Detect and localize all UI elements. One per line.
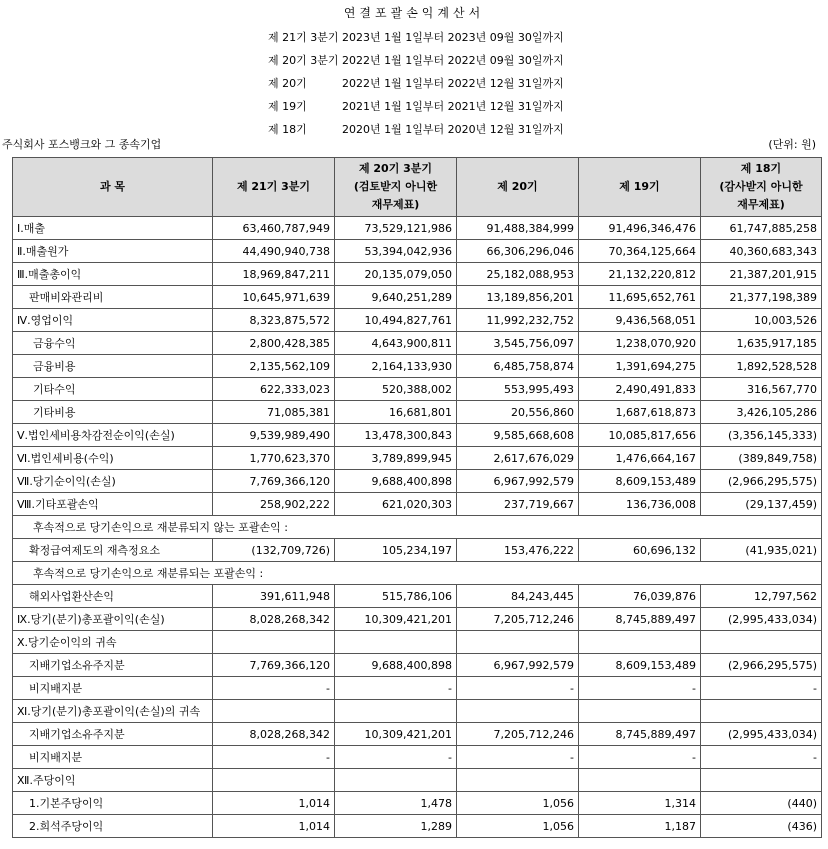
cell-value: 91,488,384,999 — [457, 217, 579, 240]
row-label: 지배기업소유주지분 — [13, 723, 213, 746]
row-label: Ⅶ.당기순이익(손실) — [13, 470, 213, 493]
cell-value: 1,892,528,528 — [701, 355, 822, 378]
column-header-line: 제 21기 3분기 — [236, 180, 311, 193]
cell-value: 9,539,989,490 — [213, 424, 335, 447]
cell-value: - — [579, 746, 701, 769]
cell-value: 13,478,300,843 — [335, 424, 457, 447]
table-row — [13, 217, 822, 240]
cell-value: 7,205,712,246 — [457, 723, 579, 746]
cell-value: 1,014 — [213, 815, 335, 838]
row-label: Ⅸ.당기(분기)총포괄이익(손실) — [13, 608, 213, 631]
cell-value: - — [213, 746, 335, 769]
cell-value: (41,935,021) — [701, 539, 822, 562]
cell-value: 61,747,885,258 — [701, 217, 822, 240]
cell-value: 3,545,756,097 — [457, 332, 579, 355]
cell-value: 316,567,770 — [701, 378, 822, 401]
period-range: 2020년 1월 1일부터 2020년 12월 31일까지 — [342, 123, 564, 136]
table-row — [13, 631, 822, 654]
cell-value: 10,309,421,201 — [335, 608, 457, 631]
column-header-line: 제 20기 — [497, 180, 538, 193]
cell-value: - — [457, 677, 579, 700]
table-row — [13, 516, 822, 539]
row-label: 지배기업소유주지분 — [13, 654, 213, 677]
cell-value — [701, 631, 822, 654]
cell-value — [701, 769, 822, 792]
cell-value: 7,769,366,120 — [213, 470, 335, 493]
cell-value: 105,234,197 — [335, 539, 457, 562]
cell-value: 66,306,296,046 — [457, 240, 579, 263]
period-range: 2022년 1월 1일부터 2022년 12월 31일까지 — [342, 77, 564, 90]
cell-value: 10,645,971,639 — [213, 286, 335, 309]
cell-value: (2,995,433,034) — [701, 608, 822, 631]
cell-value: 520,388,002 — [335, 378, 457, 401]
table-row — [13, 700, 822, 723]
row-label: Ⅴ.법인세비용차감전순이익(손실) — [13, 424, 213, 447]
cell-value: 8,745,889,497 — [579, 723, 701, 746]
cell-value: - — [701, 746, 822, 769]
table-row — [13, 493, 822, 516]
row-label: 확정급여제도의 재측정요소 — [13, 539, 213, 562]
table-row — [13, 263, 822, 286]
cell-value: 1,056 — [457, 792, 579, 815]
cell-value: 10,085,817,656 — [579, 424, 701, 447]
cell-value: 2,617,676,029 — [457, 447, 579, 470]
column-header-line: 제 20기 3분기 — [358, 162, 433, 175]
cell-value: 1,014 — [213, 792, 335, 815]
row-label: Ⅺ.당기(분기)총포괄이익(손실)의 귀속 — [13, 700, 213, 723]
cell-value: 1,289 — [335, 815, 457, 838]
row-label: 기타비용 — [13, 401, 213, 424]
cell-value: 6,967,992,579 — [457, 470, 579, 493]
cell-value: 1,770,623,370 — [213, 447, 335, 470]
cell-value: 622,333,023 — [213, 378, 335, 401]
cell-value: 2,800,428,385 — [213, 332, 335, 355]
cell-value: 153,476,222 — [457, 539, 579, 562]
table-row — [13, 378, 822, 401]
period-line — [268, 95, 564, 118]
income-statement-table — [12, 157, 822, 838]
cell-value: 1,314 — [579, 792, 701, 815]
cell-value: 9,640,251,289 — [335, 286, 457, 309]
cell-value: 63,460,787,949 — [213, 217, 335, 240]
table-row — [13, 769, 822, 792]
period-line — [268, 49, 564, 72]
row-label: Ⅷ.기타포괄손익 — [13, 493, 213, 516]
cell-value: 553,995,493 — [457, 378, 579, 401]
period-name: 제 20기 — [268, 77, 307, 90]
cell-value: 8,028,268,342 — [213, 723, 335, 746]
period-line — [268, 72, 564, 95]
cell-value: (3,356,145,333) — [701, 424, 822, 447]
cell-value: 9,585,668,608 — [457, 424, 579, 447]
table-row — [13, 309, 822, 332]
table-row — [13, 332, 822, 355]
cell-value — [335, 769, 457, 792]
table-row — [13, 585, 822, 608]
cell-value: 515,786,106 — [335, 585, 457, 608]
cell-value: 2,490,491,833 — [579, 378, 701, 401]
row-label: 판매비와관리비 — [13, 286, 213, 309]
cell-value: - — [335, 677, 457, 700]
table-row — [13, 240, 822, 263]
column-header-line: 재무제표) — [371, 198, 420, 211]
table-row — [13, 562, 822, 585]
cell-value: 20,135,079,050 — [335, 263, 457, 286]
table-row — [13, 401, 822, 424]
cell-value — [457, 769, 579, 792]
cell-value — [579, 769, 701, 792]
cell-value — [213, 631, 335, 654]
cell-value — [579, 631, 701, 654]
cell-value: - — [457, 746, 579, 769]
row-label: 금융수익 — [13, 332, 213, 355]
cell-value: 21,377,198,389 — [701, 286, 822, 309]
cell-value: 3,426,105,286 — [701, 401, 822, 424]
cell-value: (2,995,433,034) — [701, 723, 822, 746]
cell-value: 44,490,940,738 — [213, 240, 335, 263]
cell-value: 6,967,992,579 — [457, 654, 579, 677]
cell-value: 16,681,801 — [335, 401, 457, 424]
cell-value: 11,992,232,752 — [457, 309, 579, 332]
column-header — [457, 158, 579, 217]
table-row — [13, 286, 822, 309]
cell-value: 1,187 — [579, 815, 701, 838]
cell-value: 8,609,153,489 — [579, 654, 701, 677]
period-list — [268, 26, 564, 141]
table-row — [13, 746, 822, 769]
cell-value: 7,769,366,120 — [213, 654, 335, 677]
cell-value: 71,085,381 — [213, 401, 335, 424]
table-body — [13, 217, 822, 838]
statement-title: 연결포괄손익계산서 — [343, 6, 485, 20]
cell-value: 3,789,899,945 — [335, 447, 457, 470]
column-header — [579, 158, 701, 217]
row-label: Ⅹ.당기순이익의 귀속 — [13, 631, 213, 654]
table-row — [13, 470, 822, 493]
column-header-line: (감사받지 아니한 — [719, 180, 803, 193]
table-row — [13, 815, 822, 838]
cell-value: 258,902,222 — [213, 493, 335, 516]
cell-value: 84,243,445 — [457, 585, 579, 608]
period-name: 제 20기 3분기 — [268, 54, 339, 67]
cell-value: 8,323,875,572 — [213, 309, 335, 332]
row-label: 금융비용 — [13, 355, 213, 378]
cell-value: 10,003,526 — [701, 309, 822, 332]
row-label: Ⅰ.매출 — [13, 217, 213, 240]
cell-value: 4,643,900,811 — [335, 332, 457, 355]
period-line — [268, 26, 564, 49]
row-label: Ⅲ.매출총이익 — [13, 263, 213, 286]
cell-value: (2,966,295,575) — [701, 654, 822, 677]
period-name: 제 18기 — [268, 123, 307, 136]
cell-value: 391,611,948 — [213, 585, 335, 608]
cell-value: 9,436,568,051 — [579, 309, 701, 332]
cell-value — [457, 631, 579, 654]
cell-value: 1,478 — [335, 792, 457, 815]
column-header-line: 제 18기 — [740, 162, 782, 175]
cell-value: 1,635,917,185 — [701, 332, 822, 355]
row-label: 기타수익 — [13, 378, 213, 401]
cell-value: 11,695,652,761 — [579, 286, 701, 309]
cell-value: 1,391,694,275 — [579, 355, 701, 378]
cell-value: 60,696,132 — [579, 539, 701, 562]
table-row — [13, 447, 822, 470]
period-range: 2021년 1월 1일부터 2021년 12월 31일까지 — [342, 100, 564, 113]
table-row — [13, 539, 822, 562]
cell-value: 2,135,562,109 — [213, 355, 335, 378]
column-header-line: 과 목 — [99, 180, 126, 193]
cell-value: 6,485,758,874 — [457, 355, 579, 378]
row-label: 비지배지분 — [13, 746, 213, 769]
cell-value: 91,496,346,476 — [579, 217, 701, 240]
table-row — [13, 654, 822, 677]
table-row — [13, 608, 822, 631]
cell-value: (440) — [701, 792, 822, 815]
cell-value: (132,709,726) — [213, 539, 335, 562]
cell-value: 18,969,847,211 — [213, 263, 335, 286]
cell-value: 53,394,042,936 — [335, 240, 457, 263]
cell-value: 1,476,664,167 — [579, 447, 701, 470]
period-range: 2022년 1월 1일부터 2022년 09월 30일까지 — [342, 54, 564, 67]
cell-value: - — [335, 746, 457, 769]
cell-value — [335, 700, 457, 723]
row-label: 후속적으로 당기손익으로 재분류되는 포괄손익 : — [13, 562, 822, 585]
row-label: Ⅻ.주당이익 — [13, 769, 213, 792]
cell-value: 1,238,070,920 — [579, 332, 701, 355]
unit-label: (단위: 원) — [768, 138, 816, 151]
row-label: Ⅱ.매출원가 — [13, 240, 213, 263]
cell-value: 20,556,860 — [457, 401, 579, 424]
column-header-line: (검토받지 아니한 — [353, 180, 438, 193]
cell-value: 76,039,876 — [579, 585, 701, 608]
table-row — [13, 424, 822, 447]
column-header-line: 재무제표) — [737, 198, 785, 211]
period-range: 2023년 1월 1일부터 2023년 09월 30일까지 — [342, 31, 564, 44]
cell-value: - — [701, 677, 822, 700]
column-header — [335, 158, 457, 217]
cell-value: - — [579, 677, 701, 700]
table-row — [13, 792, 822, 815]
cell-value: (436) — [701, 815, 822, 838]
cell-value: - — [213, 677, 335, 700]
cell-value: (2,966,295,575) — [701, 470, 822, 493]
cell-value: 40,360,683,343 — [701, 240, 822, 263]
cell-value: 8,028,268,342 — [213, 608, 335, 631]
column-header-line: 제 19기 — [619, 180, 660, 193]
cell-value — [579, 700, 701, 723]
cell-value — [213, 700, 335, 723]
table-row — [13, 355, 822, 378]
table-row — [13, 677, 822, 700]
period-name: 제 21기 3분기 — [268, 31, 339, 44]
cell-value: 10,309,421,201 — [335, 723, 457, 746]
cell-value: 25,182,088,953 — [457, 263, 579, 286]
row-label: Ⅵ.법인세비용(수익) — [13, 447, 213, 470]
cell-value: 73,529,121,986 — [335, 217, 457, 240]
cell-value: 9,688,400,898 — [335, 470, 457, 493]
header-row — [13, 158, 822, 217]
company-name: 주식회사 포스뱅크와 그 종속기업 — [2, 138, 162, 151]
cell-value: 21,387,201,915 — [701, 263, 822, 286]
table-row — [13, 723, 822, 746]
cell-value: 621,020,303 — [335, 493, 457, 516]
cell-value: 10,494,827,761 — [335, 309, 457, 332]
cell-value: 7,205,712,246 — [457, 608, 579, 631]
cell-value: 13,189,856,201 — [457, 286, 579, 309]
column-header — [13, 158, 213, 217]
cell-value: 12,797,562 — [701, 585, 822, 608]
cell-value: 237,719,667 — [457, 493, 579, 516]
row-label: 해외사업환산손익 — [13, 585, 213, 608]
cell-value — [457, 700, 579, 723]
row-label: 비지배지분 — [13, 677, 213, 700]
row-label: 1.기본주당이익 — [13, 792, 213, 815]
cell-value: 8,609,153,489 — [579, 470, 701, 493]
cell-value — [701, 700, 822, 723]
cell-value: 2,164,133,930 — [335, 355, 457, 378]
cell-value — [335, 631, 457, 654]
cell-value: 21,132,220,812 — [579, 263, 701, 286]
cell-value: 136,736,008 — [579, 493, 701, 516]
row-label: 후속적으로 당기손익으로 재분류되지 않는 포괄손익 : — [13, 516, 822, 539]
period-name: 제 19기 — [268, 100, 307, 113]
cell-value — [213, 769, 335, 792]
cell-value: 8,745,889,497 — [579, 608, 701, 631]
column-header — [213, 158, 335, 217]
cell-value: (29,137,459) — [701, 493, 822, 516]
row-label: Ⅳ.영업이익 — [13, 309, 213, 332]
cell-value: 1,056 — [457, 815, 579, 838]
period-line — [268, 118, 564, 141]
cell-value: (389,849,758) — [701, 447, 822, 470]
cell-value: 70,364,125,664 — [579, 240, 701, 263]
column-header — [701, 158, 822, 217]
cell-value: 9,688,400,898 — [335, 654, 457, 677]
row-label: 2.희석주당이익 — [13, 815, 213, 838]
cell-value: 1,687,618,873 — [579, 401, 701, 424]
